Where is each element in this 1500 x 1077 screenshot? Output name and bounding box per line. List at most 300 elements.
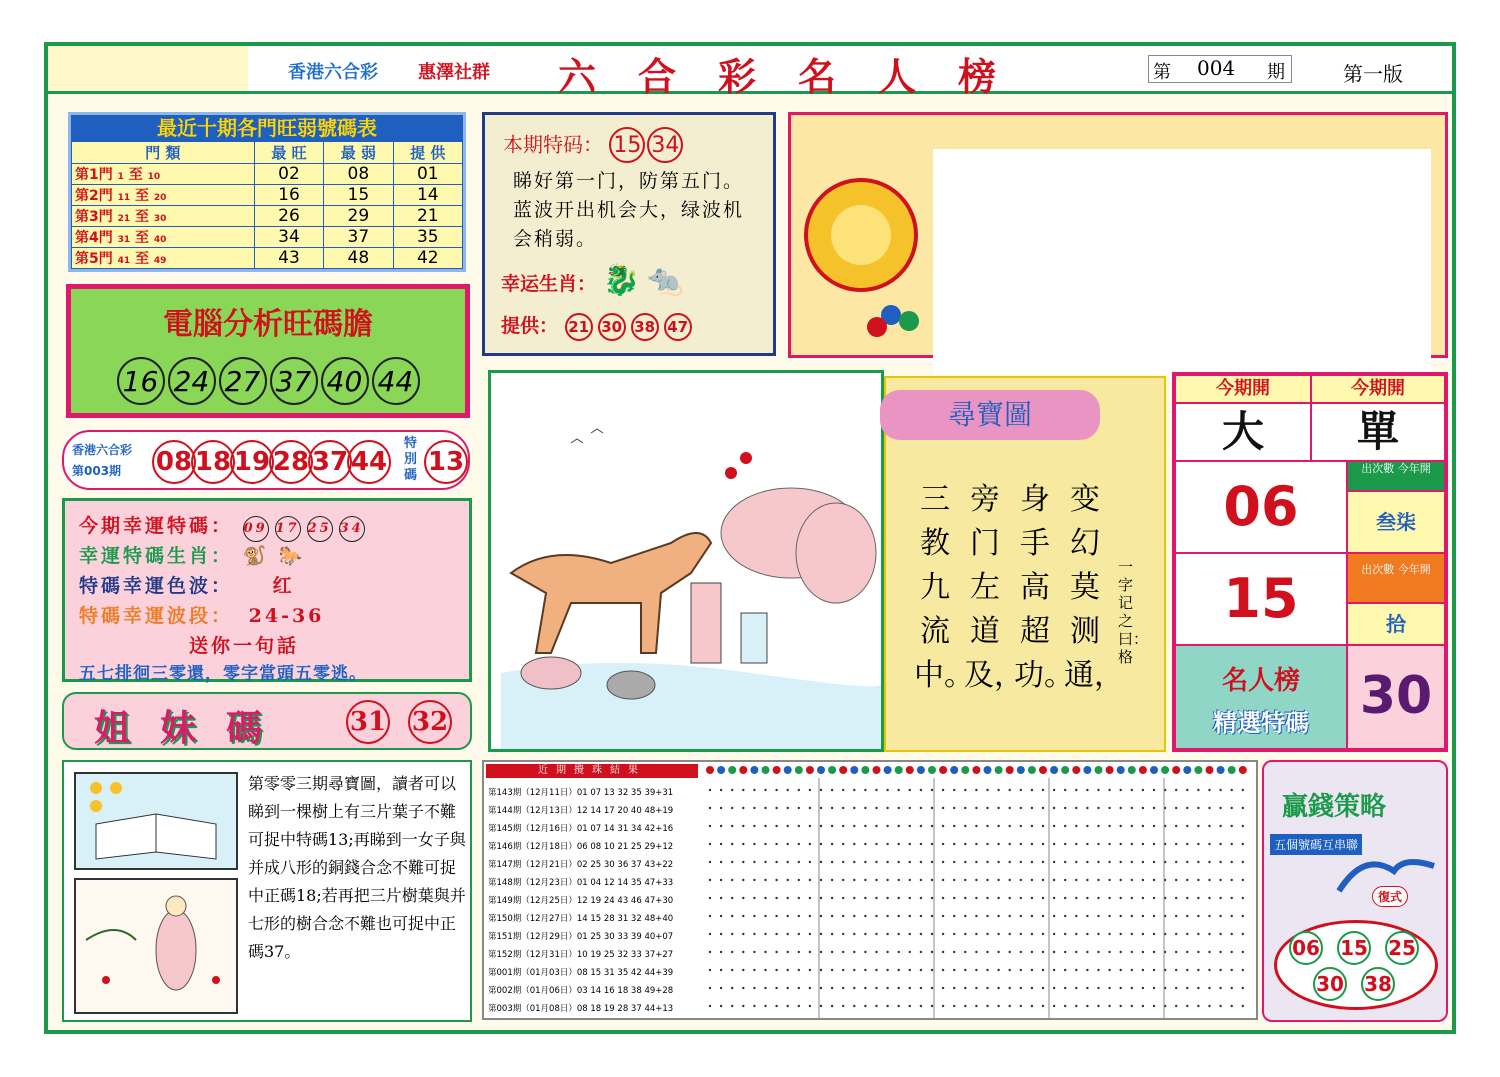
ball-color-marker	[1239, 766, 1247, 774]
grid-dot	[964, 879, 966, 881]
grid-dot	[831, 987, 833, 989]
grid-dot	[909, 879, 911, 881]
grid-dot	[1075, 825, 1077, 827]
grid-dot	[1075, 1005, 1077, 1007]
lucky-panel	[62, 498, 472, 682]
grid-dot	[1108, 1005, 1110, 1007]
grid-dot	[875, 897, 877, 899]
grid-dot	[798, 879, 800, 881]
grid-dot	[864, 897, 866, 899]
edition-label: 第一版	[1343, 62, 1403, 86]
grid-dot	[886, 807, 888, 809]
grid-dot	[1097, 879, 1099, 881]
grid-dot	[964, 1005, 966, 1007]
grid-dot	[920, 843, 922, 845]
poem-line: 变幻莫测通，	[1064, 482, 1124, 693]
grid-dot	[775, 1005, 777, 1007]
grid-dot	[920, 1005, 922, 1007]
grid-dot	[787, 1005, 789, 1007]
issue-suffix: 期	[1267, 62, 1285, 83]
grid-dot	[1108, 987, 1110, 989]
grid-dot	[1219, 897, 1221, 899]
offer-cell: 01	[393, 164, 462, 185]
grid-dot	[753, 789, 755, 791]
grid-dot	[864, 825, 866, 827]
grid-dot	[920, 951, 922, 953]
grid-dot	[1153, 897, 1155, 899]
win-numbers	[1274, 920, 1438, 1010]
ball-color-marker	[895, 766, 903, 774]
grid-dot	[1142, 807, 1144, 809]
grid-dot	[975, 969, 977, 971]
grid-dot	[964, 843, 966, 845]
grid-dot	[798, 933, 800, 935]
grid-dot	[1075, 789, 1077, 791]
computer-numbers	[71, 357, 465, 405]
grid-dot	[1219, 879, 1221, 881]
grid-dot	[720, 843, 722, 845]
grid-dot	[1153, 807, 1155, 809]
grid-dot	[942, 807, 944, 809]
grid-dot	[1142, 789, 1144, 791]
grid-dot	[820, 807, 822, 809]
grid-dot	[1208, 843, 1210, 845]
grid-dot	[1042, 843, 1044, 845]
grid-dot	[1064, 1005, 1066, 1007]
grid-dot	[742, 897, 744, 899]
grid-dot	[1042, 951, 1044, 953]
grid-dot	[1053, 1005, 1055, 1007]
grid-dot	[1186, 807, 1188, 809]
draw-number: 44	[347, 440, 391, 484]
issue-prefix: 第	[1153, 62, 1171, 83]
grid-dot	[709, 951, 711, 953]
ball-color-marker	[1228, 766, 1236, 774]
record-rows	[488, 784, 702, 1018]
grid-dot	[798, 789, 800, 791]
grid-dot	[1031, 1005, 1033, 1007]
grid-dot	[942, 789, 944, 791]
grid-dot	[1031, 987, 1033, 989]
grid-dot	[1031, 807, 1033, 809]
grid-dot	[1208, 933, 1210, 935]
grid-dot	[753, 1005, 755, 1007]
grid-dot	[1108, 843, 1110, 845]
grid-dot	[1153, 879, 1155, 881]
gate-header: 門 類	[72, 142, 255, 164]
grid-dot	[1142, 897, 1144, 899]
cold-cell: 15	[324, 185, 393, 206]
hot-cell: 34	[254, 227, 323, 248]
ball-color-marker	[795, 766, 803, 774]
grid-dot	[809, 1005, 811, 1007]
odd-even: 單	[1311, 403, 1445, 461]
ball-color-marker	[961, 766, 969, 774]
grid-dot	[1064, 861, 1066, 863]
offer-number: 47	[664, 313, 692, 341]
offer-cell: 35	[393, 227, 462, 248]
grid-dot	[1031, 825, 1033, 827]
grid-dot	[809, 807, 811, 809]
grid-dot	[775, 897, 777, 899]
grid-dot	[742, 969, 744, 971]
count-value: 叁柒	[1347, 491, 1445, 553]
table-row	[72, 164, 463, 185]
grid-dot	[1131, 915, 1133, 917]
count-value: 拾	[1347, 603, 1445, 645]
grid-dot	[1186, 915, 1188, 917]
grid-dot	[953, 789, 955, 791]
open-label: 今期開	[1311, 375, 1445, 403]
grid-dot	[1242, 897, 1244, 899]
grid-dot	[731, 879, 733, 881]
grid-dot	[842, 789, 844, 791]
grid-dot	[1075, 969, 1077, 971]
grid-dot	[1108, 897, 1110, 899]
ball-color-marker	[1006, 766, 1014, 774]
grid-dot	[1142, 933, 1144, 935]
offer-number: 21	[565, 313, 593, 341]
grid-dot	[1153, 915, 1155, 917]
grid-dot	[997, 951, 999, 953]
grid-dot	[864, 951, 866, 953]
grid-dot	[986, 879, 988, 881]
computer-analysis-panel	[66, 284, 470, 418]
grid-dot	[875, 807, 877, 809]
grid-dot	[1186, 897, 1188, 899]
grid-dot	[986, 1005, 988, 1007]
grid-dot	[1064, 897, 1066, 899]
grid-dot	[920, 825, 922, 827]
grid-dot	[1031, 897, 1033, 899]
grid-dot	[831, 807, 833, 809]
grid-dot	[764, 951, 766, 953]
grid-dot	[853, 897, 855, 899]
grid-dot	[853, 879, 855, 881]
last-draw-numbers	[152, 440, 386, 484]
grid-dot	[1231, 807, 1233, 809]
grid-dot	[1197, 897, 1199, 899]
win-number: 38	[1361, 967, 1395, 1001]
grid-dot	[731, 789, 733, 791]
grid-dot	[953, 915, 955, 917]
grid-dot	[775, 969, 777, 971]
grid-dot	[1197, 951, 1199, 953]
selected-number: 30	[1347, 645, 1445, 749]
grid-dot	[1242, 879, 1244, 881]
grid-dot	[975, 843, 977, 845]
dot-grid	[704, 764, 1256, 1018]
grid-dot	[709, 825, 711, 827]
grid-dot	[875, 1005, 877, 1007]
grid-dot	[831, 1005, 833, 1007]
grid-dot	[1153, 843, 1155, 845]
grid-dot	[1086, 1005, 1088, 1007]
offer-cell: 21	[393, 206, 462, 227]
grid-dot	[1097, 1005, 1099, 1007]
select-title: 精選特碼	[1213, 709, 1309, 737]
grid-dot	[1020, 861, 1022, 863]
grid-dot	[898, 897, 900, 899]
grid-dot	[920, 807, 922, 809]
grid-dot	[775, 861, 777, 863]
grid-dot	[831, 843, 833, 845]
grid-dot	[1142, 987, 1144, 989]
sister-number: 32	[408, 700, 452, 744]
grid-dot	[1175, 861, 1177, 863]
grid-dot	[809, 951, 811, 953]
table-row: 第003期（01月08日）08 18 19 28 37 44+13	[488, 1004, 674, 1014]
grid-dot	[1009, 969, 1011, 971]
grid-dot	[1131, 843, 1133, 845]
grid-dot	[1242, 969, 1244, 971]
grid-dot	[986, 915, 988, 917]
grid-dot	[920, 987, 922, 989]
header-community: 惠澤社群	[418, 62, 490, 83]
grid-dot	[764, 933, 766, 935]
grid-dot	[1042, 897, 1044, 899]
grid-dot	[709, 861, 711, 863]
grid-dot	[1231, 969, 1233, 971]
issue-box	[1148, 55, 1292, 83]
grid-dot	[1219, 825, 1221, 827]
stats-grid	[1172, 372, 1448, 752]
grid-dot	[1219, 843, 1221, 845]
ball-color-marker	[806, 766, 814, 774]
grid-dot	[731, 969, 733, 971]
tip-zodiac-row: 幸运生肖： 🐉 🐀	[501, 263, 684, 298]
grid-dot	[1231, 879, 1233, 881]
cold-header: 最 弱	[324, 142, 393, 164]
grid-dot	[1131, 897, 1133, 899]
grid-dot	[875, 825, 877, 827]
grid-dot	[820, 789, 822, 791]
grid-dot	[842, 987, 844, 989]
grid-dot	[942, 1005, 944, 1007]
grid-dot	[964, 789, 966, 791]
hot-cell: 02	[254, 164, 323, 185]
number-ball: 16	[117, 357, 165, 405]
gate-table	[71, 141, 463, 269]
header	[48, 46, 1452, 99]
grid-dot	[709, 915, 711, 917]
sister-panel	[62, 692, 472, 750]
grid-dot	[809, 843, 811, 845]
grid-dot	[775, 789, 777, 791]
grid-dot	[1086, 897, 1088, 899]
grid-dot	[964, 861, 966, 863]
table-row: 第145期（12月16日）01 07 14 31 34 42+16	[488, 824, 674, 834]
grid-dot	[931, 1005, 933, 1007]
grid-dot	[1064, 915, 1066, 917]
treasure-picture	[488, 370, 884, 752]
grid-dot	[931, 987, 933, 989]
grid-dot	[1242, 789, 1244, 791]
grid-dot	[1231, 861, 1233, 863]
lucky-ball: 17	[275, 516, 301, 542]
grid-dot	[920, 933, 922, 935]
treasure-title: 尋寶圖	[880, 390, 1100, 440]
grid-dot	[753, 969, 755, 971]
grid-dot	[809, 789, 811, 791]
grid-dot	[1186, 825, 1188, 827]
grid-dot	[787, 969, 789, 971]
ball-color-marker	[1117, 766, 1125, 774]
header-org: 香港六合彩	[288, 62, 378, 83]
grid-dot	[1031, 933, 1033, 935]
grid-dot	[1231, 825, 1233, 827]
grid-dot	[1175, 1005, 1177, 1007]
draw-record-panel	[482, 760, 1258, 1020]
grid-dot	[1042, 879, 1044, 881]
grid-dot	[1120, 915, 1122, 917]
grid-dot	[997, 915, 999, 917]
grid-dot	[742, 843, 744, 845]
special-number: 13	[424, 440, 468, 484]
gold-ornament-icon	[791, 115, 941, 355]
grid-dot	[1175, 915, 1177, 917]
grid-dot	[1197, 843, 1199, 845]
grid-dot	[1142, 843, 1144, 845]
grid-dot	[731, 843, 733, 845]
grid-dot	[964, 933, 966, 935]
grid-dot	[1197, 1005, 1199, 1007]
grid-dot	[798, 915, 800, 917]
grid-dot	[1020, 969, 1022, 971]
grid-dot	[909, 789, 911, 791]
table-row: 第151期（12月29日）01 25 30 33 39 40+07	[488, 932, 674, 942]
grid-dot	[764, 915, 766, 917]
grid-dot	[764, 879, 766, 881]
grid-dot	[1064, 969, 1066, 971]
grid-dot	[864, 1005, 866, 1007]
ball-color-marker	[972, 766, 980, 774]
grid-dot	[720, 951, 722, 953]
grid-dot	[709, 879, 711, 881]
grid-dot	[764, 1005, 766, 1007]
grid-dot	[1042, 789, 1044, 791]
grid-dot	[1053, 807, 1055, 809]
grid-dot	[1075, 879, 1077, 881]
poem-line: 三教九流中。	[914, 482, 974, 693]
grid-dot	[975, 987, 977, 989]
grid-dot	[1120, 843, 1122, 845]
pick-number-1: 06	[1175, 461, 1347, 553]
grid-dot	[1097, 861, 1099, 863]
grid-dot	[1175, 807, 1177, 809]
grid-dot	[831, 933, 833, 935]
table-row: 第147期（12月21日）02 25 30 36 37 43+22	[488, 860, 674, 870]
grid-dot	[953, 951, 955, 953]
book-picture	[74, 772, 238, 870]
special-label: 特別碼	[404, 436, 418, 483]
grid-dot	[886, 933, 888, 935]
table-row	[72, 248, 463, 269]
grid-dot	[1009, 807, 1011, 809]
grid-dot	[775, 807, 777, 809]
grid-dot	[886, 969, 888, 971]
grid-dot	[986, 951, 988, 953]
grid-dot	[898, 987, 900, 989]
grid-dot	[875, 987, 877, 989]
grid-dot	[809, 987, 811, 989]
grid-dot	[964, 807, 966, 809]
grid-dot	[787, 825, 789, 827]
grid-dot	[997, 969, 999, 971]
grid-dot	[964, 897, 966, 899]
grid-dot	[787, 951, 789, 953]
grid-dot	[1231, 933, 1233, 935]
ball-color-marker	[750, 766, 758, 774]
grid-dot	[997, 789, 999, 791]
grid-dot	[1042, 861, 1044, 863]
grid-dot	[909, 861, 911, 863]
grid-dot	[898, 969, 900, 971]
ball-color-marker	[1083, 766, 1091, 774]
grid-dot	[842, 897, 844, 899]
grid-dot	[1153, 1005, 1155, 1007]
lucky-ball: 09	[243, 516, 269, 542]
grid-dot	[953, 879, 955, 881]
grid-dot	[1197, 861, 1199, 863]
grid-dot	[775, 933, 777, 935]
ball-color-marker	[717, 766, 725, 774]
grid-dot	[975, 1005, 977, 1007]
ball-color-marker	[1183, 766, 1191, 774]
grid-dot	[1086, 969, 1088, 971]
grid-dot	[820, 861, 822, 863]
grid-dot	[720, 933, 722, 935]
grid-dot	[764, 969, 766, 971]
grid-dot	[742, 861, 744, 863]
ball-color-marker	[1028, 766, 1036, 774]
grid-dot	[1153, 951, 1155, 953]
grid-dot	[898, 825, 900, 827]
decorative-banner	[788, 112, 1448, 358]
grid-dot	[975, 861, 977, 863]
ball-color-marker	[1150, 766, 1158, 774]
grid-dot	[1031, 843, 1033, 845]
grid-dot	[909, 897, 911, 899]
grid-dot	[942, 969, 944, 971]
grid-dot	[909, 807, 911, 809]
page-title: 六合彩名人榜	[558, 54, 1039, 99]
issue-number: 004	[1197, 56, 1236, 80]
gate-cell: 第1門 1 至 10	[72, 164, 255, 185]
grid-dot	[1186, 843, 1188, 845]
grid-dot	[1153, 861, 1155, 863]
grid-dot	[1064, 879, 1066, 881]
gate-cell: 第2門 11 至 20	[72, 185, 255, 206]
grid-dot	[909, 915, 911, 917]
grid-dot	[787, 933, 789, 935]
grid-dot	[1053, 897, 1055, 899]
grid-dot	[898, 879, 900, 881]
grid-dot	[953, 843, 955, 845]
grid-dot	[986, 933, 988, 935]
grid-dot	[775, 915, 777, 917]
hot-header: 最 旺	[254, 142, 323, 164]
grid-dot	[986, 807, 988, 809]
grid-dot	[853, 807, 855, 809]
lady-picture	[74, 878, 238, 1014]
grid-dot	[909, 1005, 911, 1007]
grid-dot	[1208, 987, 1210, 989]
grid-dot	[820, 915, 822, 917]
grid-dot	[1219, 915, 1221, 917]
grid-dot	[1142, 1005, 1144, 1007]
grid-dot	[742, 1005, 744, 1007]
